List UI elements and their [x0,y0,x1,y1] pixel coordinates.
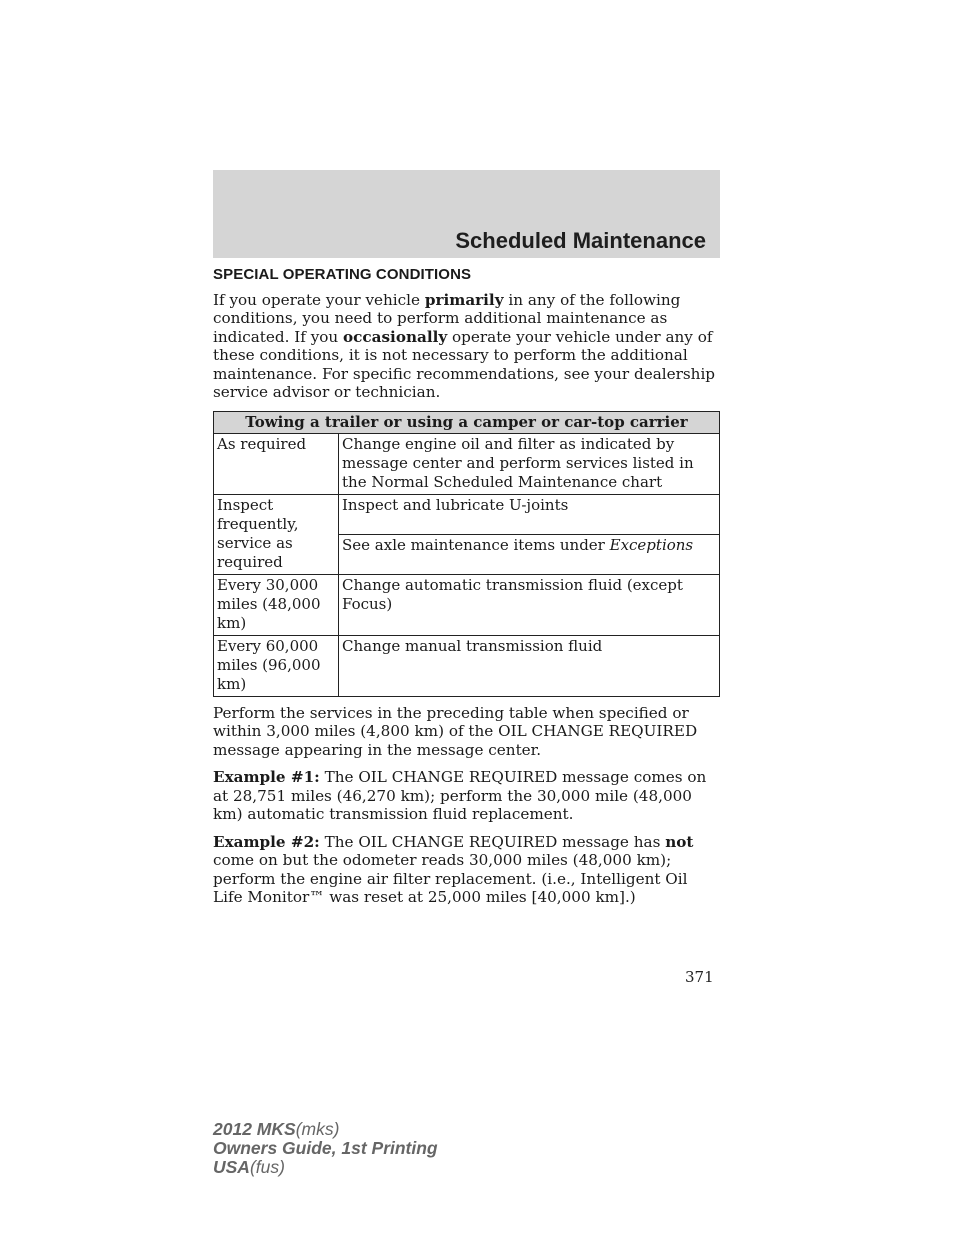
action-cell: Change engine oil and filter as indicated by message center and perform services listed in the Normal Scheduled Maintenance chart [339,433,720,494]
example-1-text: The OIL CHANGE REQUIRED message comes on at 28,751 miles (46,270 km); perform the 30,000 mile (48,000 km) automatic transmission fluid replacement. [213,768,707,823]
example-1-label: Example #1: [213,768,320,786]
page-content [213,266,720,916]
footer-line-guide [213,1139,438,1158]
footer-guide: Owners Guide, 1st Printing [213,1138,438,1158]
example-2-text-1: The OIL CHANGE REQUIRED message has [319,832,666,851]
action-cell [339,534,720,574]
interval-cell: Inspect frequently, service as required [214,494,339,574]
intro-paragraph [213,291,720,402]
page-number: 371 [685,968,714,986]
after-table-paragraph: Perform the services in the preceding table when specified or within 3,000 miles (4,800 km) of the OIL CHANGE REQUIRED message appearing in the message center. [213,703,698,759]
document-footer [213,1120,438,1177]
intro-bold-occasionally: occasionally [343,327,448,346]
table-row [214,635,720,696]
section-heading: SPECIAL OPERATING CONDITIONS [213,266,472,283]
example-2-bold-not: not [665,832,694,851]
intro-text-3: operate your vehicle under any of these conditions, it is not necessary to perform the additional maintenance. For specific recommendations, see your dealership service advisor or technician. [213,327,716,401]
section-title: Scheduled Maintenance [455,228,706,253]
example-2-paragraph [213,833,720,907]
intro-text-2: in any of the following conditions, you need to perform additional maintenance as indicated. If you [213,290,681,346]
interval-cell: As required [214,433,339,494]
footer-model-code: (mks) [295,1119,340,1139]
footer-market-code: (fus) [249,1157,285,1177]
intro-text-1: If you operate your vehicle [213,290,425,309]
table-title: Towing a trailer or using a camper or car-top carrier [214,411,720,433]
action-cell: Change automatic transmission fluid (except Focus) [339,574,720,635]
example-1-paragraph [213,768,720,824]
action-cell: Inspect and lubricate U-joints [339,494,720,534]
example-2-label: Example #2: [213,832,320,851]
section-header-band [213,170,720,258]
maintenance-table [213,411,720,697]
table-row [214,494,720,534]
footer-line-market [213,1158,438,1177]
table-header-row [214,411,720,433]
exceptions-reference: Exceptions [609,535,694,554]
footer-model: 2012 MKS [213,1119,296,1139]
action-cell: Change manual transmission fluid [339,635,720,696]
footer-line-model [213,1120,438,1139]
example-2-text-2: come on but the odometer reads 30,000 miles (48,000 km); perform the engine air filter replacement. (i.e., Intelligent Oil Life Monitor™ was reset at 25,000 miles [40,000 km].) [213,851,688,906]
action-text: See axle maintenance items under [342,535,610,554]
interval-cell: Every 60,000 miles (96,000 km) [214,635,339,696]
table-row [214,433,720,494]
interval-cell: Every 30,000 miles (48,000 km) [214,574,339,635]
intro-bold-primarily: primarily [424,290,504,309]
footer-market: USA [213,1157,250,1177]
table-row [214,574,720,635]
